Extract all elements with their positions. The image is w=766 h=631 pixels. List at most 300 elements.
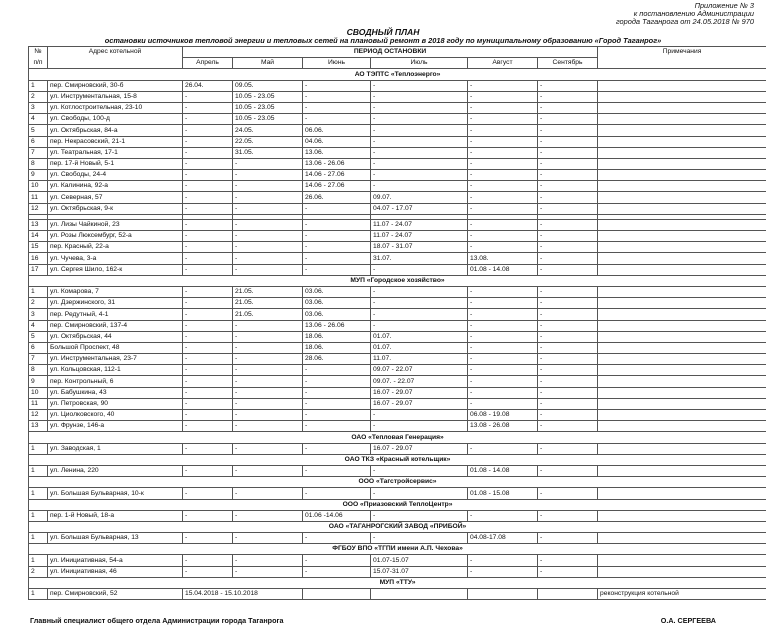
july-cell: 11.07 - 24.07: [371, 219, 468, 230]
notes-cell: [598, 231, 766, 242]
august-cell: -: [468, 387, 538, 398]
april-cell: -: [183, 555, 233, 566]
notes-cell: [598, 398, 766, 409]
notes-cell: [598, 354, 766, 365]
address-cell: ул. Ленина, 220: [48, 465, 183, 476]
table-row: [29, 398, 766, 409]
table-row: [29, 147, 766, 158]
row-number: 5: [29, 331, 48, 342]
table-row: [29, 286, 766, 297]
row-number: 6: [29, 136, 48, 147]
appendix-line-3: города Таганрога от 24.05.2018 № 970: [615, 17, 754, 27]
july-cell: [371, 589, 468, 600]
table-row: [29, 376, 766, 387]
row-number: 1: [29, 510, 48, 521]
july-cell: -: [371, 114, 468, 125]
april-cell: -: [183, 219, 233, 230]
september-cell: -: [538, 510, 598, 521]
may-cell: -: [233, 398, 303, 409]
august-cell: 06.08 - 19.08: [468, 410, 538, 421]
april-cell: -: [183, 203, 233, 214]
notes-cell: [598, 298, 766, 309]
notes-cell: [598, 147, 766, 158]
notes-cell: [598, 114, 766, 125]
april-cell: -: [183, 158, 233, 169]
april-cell: -: [183, 533, 233, 544]
row-number: 7: [29, 147, 48, 158]
may-cell: -: [233, 242, 303, 253]
table-row: [29, 387, 766, 398]
may-cell: 09.05.: [233, 80, 303, 91]
row-number: 6: [29, 342, 48, 353]
july-cell: -: [371, 102, 468, 113]
header-month: Июнь: [303, 58, 371, 69]
address-cell: пер. Некрасовский, 21-1: [48, 136, 183, 147]
table-row: [29, 170, 766, 181]
notes-cell: [598, 387, 766, 398]
june-cell: 13.06 - 26.06: [303, 158, 371, 169]
september-cell: -: [538, 387, 598, 398]
table-row: [29, 125, 766, 136]
september-cell: -: [538, 253, 598, 264]
may-cell: -: [233, 555, 303, 566]
june-cell: 04.06.: [303, 136, 371, 147]
september-cell: -: [538, 354, 598, 365]
section-title: ООО «Приазовский ТеплоЦентр»: [29, 499, 766, 510]
table-row: [29, 342, 766, 353]
row-number: 8: [29, 365, 48, 376]
address-cell: пер. 17-й Новый, 5-1: [48, 158, 183, 169]
section-header-row: [29, 499, 766, 510]
september-cell: -: [538, 264, 598, 275]
may-cell: 31.05.: [233, 147, 303, 158]
july-cell: -: [371, 158, 468, 169]
september-cell: -: [538, 181, 598, 192]
september-cell: -: [538, 443, 598, 454]
august-cell: -: [468, 286, 538, 297]
august-cell: 13.08 - 26.08: [468, 421, 538, 432]
row-number: 3: [29, 309, 48, 320]
notes-cell: [598, 91, 766, 102]
may-cell: 21.05.: [233, 286, 303, 297]
notes-cell: [598, 309, 766, 320]
may-cell: 10.05 - 23.05: [233, 114, 303, 125]
row-number: 1: [29, 533, 48, 544]
address-cell: ул. Кольцовская, 112-1: [48, 365, 183, 376]
table-row: [29, 589, 766, 600]
address-cell: ул. Свободы, 24-4: [48, 170, 183, 181]
august-cell: -: [468, 443, 538, 454]
april-cell: -: [183, 192, 233, 203]
section-header-row: [29, 577, 766, 588]
section-header-row: [29, 454, 766, 465]
july-cell: -: [371, 125, 468, 136]
april-cell: -: [183, 443, 233, 454]
september-cell: -: [538, 320, 598, 331]
section-title: ФГБОУ ВПО «ТГПИ имени А.П. Чехова»: [29, 544, 766, 555]
april-cell: -: [183, 354, 233, 365]
april-cell: -: [183, 264, 233, 275]
june-cell: -: [303, 242, 371, 253]
section-header-row: [29, 544, 766, 555]
august-cell: 01.08 - 14.08: [468, 264, 538, 275]
notes-cell: [598, 320, 766, 331]
august-cell: -: [468, 231, 538, 242]
august-cell: 01.08 - 14.08: [468, 465, 538, 476]
august-cell: -: [468, 102, 538, 113]
august-cell: -: [468, 147, 538, 158]
may-cell: -: [233, 170, 303, 181]
row-number: 2: [29, 566, 48, 577]
table-row: [29, 203, 766, 214]
july-cell: 09.07. - 22.07: [371, 376, 468, 387]
september-cell: -: [538, 421, 598, 432]
june-cell: -: [303, 443, 371, 454]
table-row: [29, 219, 766, 230]
september-cell: -: [538, 488, 598, 499]
june-cell: -: [303, 555, 371, 566]
may-cell: -: [233, 354, 303, 365]
table-body: [29, 69, 766, 600]
june-cell: -: [303, 102, 371, 113]
address-cell: пер. Смирновский, 30-б: [48, 80, 183, 91]
july-cell: 16.07 - 29.07: [371, 387, 468, 398]
table-row: [29, 136, 766, 147]
row-number: 12: [29, 410, 48, 421]
table-row: [29, 566, 766, 577]
april-cell: 26.04.: [183, 80, 233, 91]
september-cell: -: [538, 398, 598, 409]
row-number: 10: [29, 181, 48, 192]
june-cell: 14.06 - 27.06: [303, 170, 371, 181]
august-cell: -: [468, 192, 538, 203]
september-cell: -: [538, 125, 598, 136]
address-cell: ул. Сергея Шило, 162-к: [48, 264, 183, 275]
appendix-note: [616, 2, 754, 27]
august-cell: -: [468, 125, 538, 136]
april-cell: -: [183, 125, 233, 136]
august-cell: -: [468, 91, 538, 102]
august-cell: -: [468, 320, 538, 331]
address-cell: пер. 1-й Новый, 18-а: [48, 510, 183, 521]
row-number: 9: [29, 376, 48, 387]
august-cell: -: [468, 203, 538, 214]
address-cell: ул. Калинина, 92-а: [48, 181, 183, 192]
august-cell: -: [468, 342, 538, 353]
august-cell: -: [468, 398, 538, 409]
notes-cell: [598, 443, 766, 454]
header-notes: Примечания: [598, 47, 766, 69]
row-number: 15: [29, 242, 48, 253]
notes-cell: [598, 158, 766, 169]
july-cell: 16.07 - 29.07: [371, 398, 468, 409]
row-number: 17: [29, 264, 48, 275]
may-cell: -: [233, 376, 303, 387]
april-cell: -: [183, 114, 233, 125]
july-cell: -: [371, 309, 468, 320]
august-cell: -: [468, 365, 538, 376]
address-cell: пер. Смирновский, 137-4: [48, 320, 183, 331]
table-row: [29, 365, 766, 376]
row-number: 13: [29, 421, 48, 432]
table-row: [29, 354, 766, 365]
september-cell: -: [538, 365, 598, 376]
address-cell: ул. Октябрьская, 44: [48, 331, 183, 342]
may-cell: 24.05.: [233, 125, 303, 136]
period-span-cell: 15.04.2018 - 15.10.2018: [183, 589, 303, 600]
may-cell: -: [233, 231, 303, 242]
july-cell: -: [371, 410, 468, 421]
june-cell: 06.06.: [303, 125, 371, 136]
may-cell: -: [233, 387, 303, 398]
may-cell: 21.05.: [233, 298, 303, 309]
notes-cell: [598, 192, 766, 203]
section-header-row: [29, 275, 766, 286]
notes-cell: [598, 264, 766, 275]
may-cell: -: [233, 158, 303, 169]
row-number: 4: [29, 320, 48, 331]
section-title: АО ТЭПТС «Теплоэнерго»: [29, 69, 766, 80]
table-row: [29, 242, 766, 253]
notes-cell: [598, 242, 766, 253]
row-number: 9: [29, 170, 48, 181]
header-month: Апрель: [183, 58, 233, 69]
april-cell: -: [183, 510, 233, 521]
document-title: СВОДНЫЙ ПЛАН: [346, 27, 420, 37]
april-cell: -: [183, 488, 233, 499]
july-cell: 09.07.: [371, 192, 468, 203]
april-cell: -: [183, 365, 233, 376]
may-cell: -: [233, 320, 303, 331]
july-cell: -: [371, 286, 468, 297]
june-cell: -: [303, 114, 371, 125]
august-cell: -: [468, 354, 538, 365]
august-cell: -: [468, 309, 538, 320]
row-number: 11: [29, 398, 48, 409]
table-row: [29, 465, 766, 476]
row-number: 1: [29, 465, 48, 476]
july-cell: -: [371, 264, 468, 275]
may-cell: -: [233, 421, 303, 432]
header-number-sub: п/п: [29, 58, 48, 69]
july-cell: -: [371, 170, 468, 181]
address-cell: ул. Дзержинского, 31: [48, 298, 183, 309]
appendix-line-2: к постановлению Администрации: [633, 9, 754, 19]
june-cell: 01.06 -14.06: [303, 510, 371, 521]
section-title: ОАО «ТАГАНРОГСКИЙ ЗАВОД «ПРИБОЙ»: [29, 521, 766, 532]
notes-cell: [598, 170, 766, 181]
june-cell: -: [303, 488, 371, 499]
july-cell: -: [371, 136, 468, 147]
july-cell: 04.07 - 17.07: [371, 203, 468, 214]
may-cell: 22.05.: [233, 136, 303, 147]
row-number: 14: [29, 231, 48, 242]
address-cell: пер. Красный, 22-а: [48, 242, 183, 253]
july-cell: 18.07 - 31.07: [371, 242, 468, 253]
address-cell: ул. Циолковского, 40: [48, 410, 183, 421]
august-cell: -: [468, 510, 538, 521]
table-row: [29, 181, 766, 192]
address-cell: ул. Инициативная, 46: [48, 566, 183, 577]
june-cell: 28.06.: [303, 354, 371, 365]
june-cell: 18.06.: [303, 342, 371, 353]
document-subtitle: остановки источников тепловой энергии и тепловых сетей на плановый ремонт в 2018 году по муниципальному образованию «Город Таганрог»: [104, 36, 662, 45]
june-cell: 18.06.: [303, 331, 371, 342]
september-cell: -: [538, 147, 598, 158]
july-cell: -: [371, 465, 468, 476]
table-row: [29, 298, 766, 309]
september-cell: -: [538, 231, 598, 242]
table-row: [29, 264, 766, 275]
notes-cell: [598, 533, 766, 544]
april-cell: -: [183, 91, 233, 102]
table-row: [29, 91, 766, 102]
notes-cell: реконструкция котельной: [598, 589, 766, 600]
september-cell: -: [538, 170, 598, 181]
july-cell: -: [371, 533, 468, 544]
header-number: №: [29, 47, 48, 58]
april-cell: -: [183, 331, 233, 342]
section-title: МУП «Городское хозяйство»: [29, 275, 766, 286]
july-cell: -: [371, 181, 468, 192]
section-header-row: [29, 477, 766, 488]
september-cell: -: [538, 242, 598, 253]
july-cell: 01.07.: [371, 331, 468, 342]
april-cell: -: [183, 566, 233, 577]
june-cell: -: [303, 533, 371, 544]
july-cell: 16.07 - 29.07: [371, 443, 468, 454]
notes-cell: [598, 410, 766, 421]
table-row: [29, 253, 766, 264]
june-cell: 13.06 - 26.06: [303, 320, 371, 331]
section-title: ОАО «Тепловая Генерация»: [29, 432, 766, 443]
september-cell: -: [538, 342, 598, 353]
table-row: [29, 102, 766, 113]
section-title: МУП «ТТУ»: [29, 577, 766, 588]
august-cell: -: [468, 170, 538, 181]
july-cell: 15.07-31.07: [371, 566, 468, 577]
september-cell: -: [538, 465, 598, 476]
address-cell: ул. Октябрьская, 84-а: [48, 125, 183, 136]
august-cell: -: [468, 566, 538, 577]
address-cell: ул. Большая Бульварная, 10-к: [48, 488, 183, 499]
september-cell: -: [538, 376, 598, 387]
section-title: ООО «Тагстройсервис»: [29, 477, 766, 488]
april-cell: -: [183, 181, 233, 192]
address-cell: пер. Смирновский, 52: [48, 589, 183, 600]
april-cell: -: [183, 170, 233, 181]
june-cell: -: [303, 398, 371, 409]
notes-cell: [598, 203, 766, 214]
may-cell: -: [233, 443, 303, 454]
table-row: [29, 510, 766, 521]
table-row: [29, 114, 766, 125]
june-cell: -: [303, 231, 371, 242]
row-number: 11: [29, 192, 48, 203]
header-month: Август: [468, 58, 538, 69]
notes-cell: [598, 342, 766, 353]
june-cell: -: [303, 465, 371, 476]
may-cell: -: [233, 203, 303, 214]
row-number: 1: [29, 555, 48, 566]
april-cell: -: [183, 320, 233, 331]
july-cell: -: [371, 510, 468, 521]
address-cell: Большой Проспект, 48: [48, 342, 183, 353]
row-number: 1: [29, 80, 48, 91]
header-month: Май: [233, 58, 303, 69]
address-cell: ул. Розы Люксембург, 52-а: [48, 231, 183, 242]
row-number: 2: [29, 298, 48, 309]
address-cell: ул. Инструментальная, 23-7: [48, 354, 183, 365]
august-cell: -: [468, 219, 538, 230]
section-header-row: [29, 432, 766, 443]
june-cell: -: [303, 410, 371, 421]
april-cell: -: [183, 102, 233, 113]
address-cell: пер. Редутный, 4-1: [48, 309, 183, 320]
september-cell: -: [538, 533, 598, 544]
may-cell: -: [233, 181, 303, 192]
july-cell: -: [371, 298, 468, 309]
july-cell: -: [371, 320, 468, 331]
july-cell: 01.07.: [371, 342, 468, 353]
june-cell: -: [303, 387, 371, 398]
may-cell: -: [233, 566, 303, 577]
august-cell: 04.08-17.08: [468, 533, 538, 544]
august-cell: -: [468, 181, 538, 192]
row-number: 16: [29, 253, 48, 264]
notes-cell: [598, 136, 766, 147]
notes-cell: [598, 253, 766, 264]
may-cell: 10.05 - 23.05: [233, 91, 303, 102]
notes-cell: [598, 465, 766, 476]
table-row: [29, 192, 766, 203]
june-cell: -: [303, 376, 371, 387]
may-cell: -: [233, 253, 303, 264]
june-cell: 03.06.: [303, 309, 371, 320]
june-cell: -: [303, 365, 371, 376]
may-cell: -: [233, 331, 303, 342]
address-cell: ул. Петровская, 90: [48, 398, 183, 409]
july-cell: -: [371, 91, 468, 102]
april-cell: -: [183, 465, 233, 476]
address-cell: ул. Фрунзе, 146-а: [48, 421, 183, 432]
july-cell: 09.07 - 22.07: [371, 365, 468, 376]
may-cell: -: [233, 365, 303, 376]
july-cell: -: [371, 421, 468, 432]
september-cell: -: [538, 410, 598, 421]
header-address: Адрес котельной: [48, 47, 183, 69]
table-row: [29, 158, 766, 169]
september-cell: -: [538, 331, 598, 342]
september-cell: -: [538, 219, 598, 230]
shutdown-schedule-table: [28, 46, 766, 600]
address-cell: ул. Бабушкина, 43: [48, 387, 183, 398]
september-cell: [538, 589, 598, 600]
august-cell: -: [468, 114, 538, 125]
notes-cell: [598, 80, 766, 91]
april-cell: -: [183, 342, 233, 353]
table-row: [29, 231, 766, 242]
footer-signatory-title: Главный специалист общего отдела Администрации города Таганрога: [30, 616, 284, 625]
june-cell: 03.06.: [303, 298, 371, 309]
may-cell: 10.05 - 23.05: [233, 102, 303, 113]
september-cell: -: [538, 192, 598, 203]
april-cell: -: [183, 421, 233, 432]
june-cell: 26.06.: [303, 192, 371, 203]
june-cell: -: [303, 566, 371, 577]
april-cell: -: [183, 376, 233, 387]
address-cell: ул. Октябрьская, 9-к: [48, 203, 183, 214]
